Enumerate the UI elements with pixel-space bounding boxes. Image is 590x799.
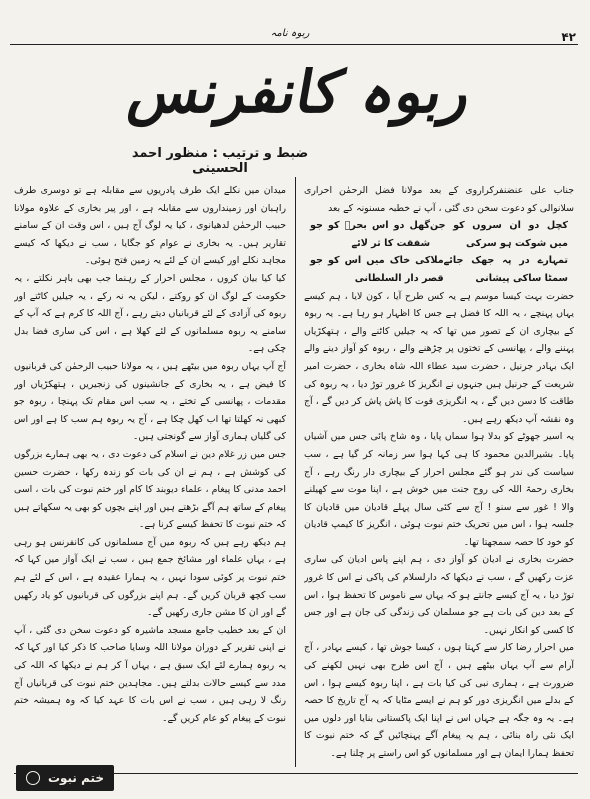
right-column: [304, 182, 574, 767]
body-paragraph: آج آپ یہاں ربوہ میں بیٹھے ہیں ، یہ مولانا حبیب الرحمٰن کی قربانیوں کا فیض ہے ، یہ بخاری کے جانشینوں کی زنجیریں ، ہتھکڑیاں اور مقدمات ، پھانسی کے تختے ، یہ سب اس مقام تک پہنچا ، ربوہ جو کبھی نہ کھلتا تھا اب کھل چکا ہے ، آج یہ ربوہ ہم سب کا ہے اور اس کی گلیاں ہماری آواز سے گونجتی ہیں۔: [14, 360, 286, 443]
author-credit: ضبط و ترتیب : منظور احمد الحسینی: [131, 146, 309, 176]
end-stamp-text: ختم نبوت: [47, 771, 105, 785]
page-number: ۴۲: [561, 30, 576, 44]
body-paragraph: یہ اسیر جھوٹے کو بدلا ہوا سماں پایا ، وہ شاخ پائی جس میں آشیاں پایا۔ بشیرالدین محمود کا ہی کہا ہوا سر زمانہ کر گیا ہے ، سب سیاست کی ندر ہو گئے مجلس احرار کے بیچاری دار رنگ رہے ، آج بخاری رحمۃ اللہ کی روح جنت میں خوش ہے ، اپنا موت سے کھیلنے والا ! غور سے سنو ! آج سے کئی سال پہلے قادیان میں قادیان کا جلسہ ہوا ، اس میں تحریک ختم نبوت ہوئی ، انگریز کا کیمپ قادیان کو خود کا حصہ سمجھتا تھا۔: [304, 431, 574, 548]
verse-hemistich: کچل دو ان سروں کو جن میں شوکت ہو سرکی: [430, 220, 568, 249]
column-divider: [295, 177, 296, 767]
body-paragraph: حضرت بخاری نے ادیان کو آواز دی ، ہم اپنے پاس ادیان کی ساری عزت رکھیں گے ، سب نے دیکھا کہ دارلسلام کی پاکی نے اس کا غرور توڑ دیا ، یہ آج کیسے جانتے ہو کہ یہاں سے ناموس کا تحفظ ہوا ، اس کے بعد دین کی بات ہے جو مسلمان کی زندگی کی جان ہے اور جس کا کسی کو انکار نہیں۔: [304, 554, 574, 636]
body-paragraph: کیا کیا بیان کروں ، مجلس احرار کے رہنما جب بھی باہر نکلتے ، یہ حکومت کے لوگ ان کو روکتے ، لیکن یہ نہ رکے ، یہ جیلیں کاٹتے اور ربوہ کی آزادی کے لئے قربانیاں دیتے رہے ، آج اللہ کا کرم ہے کہ آپ کے سامنے یہ ربوہ مسلمانوں کے لئے کھلا ہے ، اس کی ساری فضا بدل چکی ہے۔: [14, 272, 286, 355]
verse-hemistich: گھل دو اس بحرؔ کو جو شفقت کا ثر لائے: [310, 220, 431, 249]
circle-icon: [26, 771, 40, 785]
body-paragraph: جس میں زر غلام دین نے اسلام کی دعوت دی ، یہ بھی ہمارے بزرگوں کی کوشش ہے ، ہم نے ان کی بات کو زندہ رکھا ، حضرت حسین احمد مدنی کا پیغام ، علماء دیوبند کا کام اور ختم نبوت کی بات ، اسی پیغام کے ساتھ ہم آگے بڑھتے ہیں اور اپنے بچوں کو بھی یہ سکھاتے ہیں کہ ختم نبوت کا تحفظ کیسے کرنا ہے۔: [14, 448, 286, 531]
verse-hemistich: تمہارے در پہ جھک جائے سمٹا ساکی پیشانی: [443, 255, 568, 284]
running-head: ربوہ نامہ: [270, 28, 310, 39]
header-rule: [10, 44, 578, 45]
body-paragraph: حضرت بہت کیسا موسم ہے یہ کس طرح آیا ، کون لایا ، ہم کیسے یہاں پہنچے ، یہ اللہ کا فضل ہے جس کا اظہار ہو رہا ہے۔ یہ ربوہ کے بیچاری ان کے تصور میں تھا کہ یہ جیلیں کاٹنے والے ، ہتھکڑیاں پہننے والے ، پھانسی کے تختوں پر چڑھنے والے ، ربوہ کو آواز دینے والے ایک بہادر جرنیل ، حضرت سید عطاء اللہ شاہ بخاری ، حضرت امیر شریعت کے جرنیل ہیں جنہوں نے انگریز کا غرور توڑ دیا ، یہ ربوہ کی طاقت کا دسن دیں گے ، یہ انگریزی قوت کا پاش پاش کر دیں گے ، آج وہ نقشہ آپ دیکھ رہے ہیں۔: [304, 290, 574, 425]
verse-line: [304, 217, 574, 252]
verse-hemistich: ملاکی خاک میں اس کو جو قصر دار السلطانی: [310, 255, 444, 284]
end-stamp: [16, 765, 114, 791]
body-paragraph: ان کے بعد خطیب جامع مسجد ماشیرہ کو دعوت سخن دی گئی ، آپ نے اپنی تقریر کے دوران مولانا اللہ وسایا صاحب کا ذکر کیا اور کہا کہ یہ ربوہ ہمارے لئے ایک سبق ہے ، یہاں آ کر ہم نے دیکھا کہ اللہ کی مدد سے کیسے حالات بدلتے ہیں۔ مجاہدین ختم نبوت کی قربانیاں آج رنگ لا رہی ہیں ، سب نے اس بات کا عہد کیا کہ وہ ہمیشہ ختم نبوت کے پیغام کو عام کریں گے۔: [14, 624, 286, 724]
intro-paragraph: جناب علی عنضنفرکراروی کے بعد مولانا فضل الرحمٰن احراری سلانوالی کو دعوت سخن دی گئی ، آپ نے خطبہ مسنونہ کے بعد: [304, 185, 574, 214]
body-paragraph: میں احرار رضا کار سے کہتا ہوں ، کیسا جوش تھا ، کیسے بہادر ، آج آرام سے آپ یہاں بیٹھے ہیں ، آج اس طرح بھی نہیں لکھنے کی ضرورت ہے ، ہماری نبی کی کیا بات ہے ، اپنا ربوہ کیسے ہوا ، اس کے بدلے میں انگریزی دور کو ہم نے ایسے مٹایا کہ یہ آج تاریخ کا حصہ ہے۔ یہ وہ جگہ ہے جہاں اس نے اپنا ایک پاکستانی بنایا اور دلوں میں ایک نئی راہ بنائی ، ہم یہ پیغام آگے پہنچائیں گے کہ ختم نبوت کا تحفظ ہمارا ایمان ہے اور مسلمانوں کو اس راستے پر چلنا ہے۔: [304, 642, 574, 759]
verse-line: [304, 252, 574, 287]
page-title: ربوہ کانفرنس: [123, 58, 477, 126]
body-paragraph: ہم دیکھ رہے ہیں کہ ربوہ میں آج مسلمانوں کی کانفرنس ہو رہی ہے ، یہاں علماء اور مشائخ جمع ہیں ، سب نے ایک آواز میں کہا کہ ختم نبوت پر کوئی سودا نہیں ، یہ ہمارا عقیدہ ہے ، اس کے لئے ہم سب کچھ قربان کریں گے۔ ہم اپنے بزرگوں کی قربانیوں کو یاد رکھیں گے اور ان کا مشن جاری رکھیں گے۔: [14, 536, 286, 619]
body-paragraph: میدان میں نکلے ایک طرف پادریوں سے مقابلہ ہے تو دوسری طرف راہبان اور زمینداروں سے مقابلہ ہے ، اور پیر بخاری کے علاوہ مولانا حبیب الرحمٰن لدھیانوی ، کیا یہ لوگ آج ہیں ، اس وقت ان کے سامنے تقاریر ہیں۔ یہ بخاری نے عوام کو جگایا ، سب نے دیکھا کہ کیسے مجاہد نکلے اور کیسے ان کے لئے یہ زمین فتح ہوئی۔: [14, 185, 286, 267]
left-column: [14, 182, 286, 767]
